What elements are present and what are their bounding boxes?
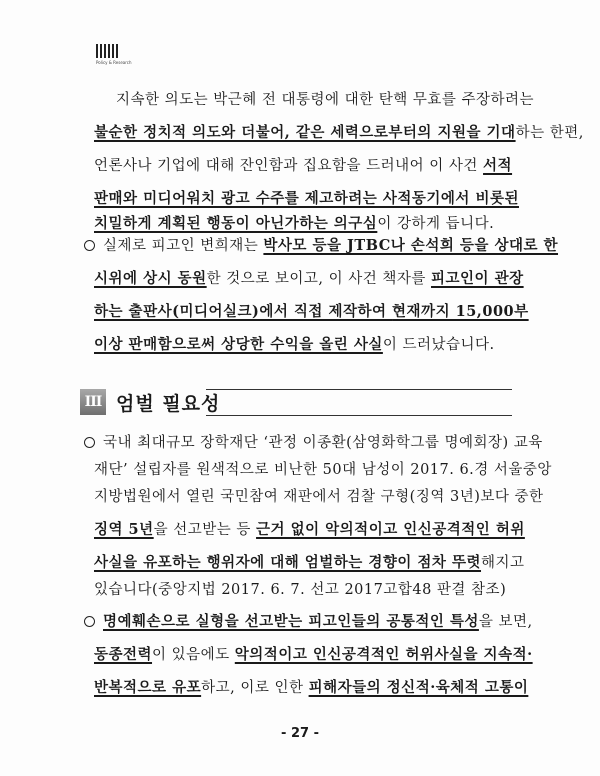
para2-line1: 실제로 피고인 변희재는 박사모 등을 JTBC나 손석희 등을 상대로 한 [103,237,559,254]
logo-bars-icon [96,44,126,58]
section-heading [80,385,512,421]
para3-line2: 재단’ 설립자를 원색적으로 비난한 50대 남성이 2017. 6.경 서울중앙 [94,462,552,478]
para1-line2: 불순한 정치적 의도와 더불어, 같은 세력으로부터의 지원을 기대하는 한편, [94,124,584,141]
section-number: III [80,389,106,415]
organization-logo [96,44,132,70]
section-rule-bottom [206,415,512,416]
bullet-circle-icon [84,437,95,448]
para2-line2: 시위에 상시 동원한 것으로 보이고, 이 사건 책자를 피고인이 관장 [94,270,524,287]
page-number: - 27 - [281,726,319,741]
logo-caption: Policy & Research [96,60,132,65]
para3-line6: 있습니다(중앙지법 2017. 6. 7. 선고 2017고합48 판결 참조) [94,582,507,598]
para2-line4: 이상 판매함으로써 상당한 수익을 올린 사실이 드러났습니다. [94,336,495,353]
para1-line5: 치밀하게 계획된 행동이 아닌가하는 의구심이 강하게 듭니다. [94,215,495,232]
para3-line3: 지방법원에서 열린 국민참여 재판에서 검찰 구형(징역 3년)보다 중한 [94,489,544,505]
bullet-circle-icon [84,240,95,251]
section-title: 엄벌 필요성 [116,393,221,415]
para1-line3: 언론사나 기업에 대해 잔인함과 집요함을 드러내어 이 사건 서적 [94,157,513,174]
para3-line5: 사실을 유포하는 행위자에 대해 엄벌하는 경향이 점차 뚜렷해지고 [94,554,525,571]
bullet-circle-icon [84,616,95,627]
para3-line4: 징역 5년을 선고받는 등 근거 없이 악의적이고 인신공격적인 허위 [94,521,525,538]
para3-line1: 국내 최대규모 장학재단 ‘관정 이종환(삼영화학그룹 명예회장) 교육 [103,435,543,451]
para1-line4: 판매와 미디어워치 광고 수주를 제고하려는 사적동기에서 비롯된 [94,190,519,207]
para4-line3: 반복적으로 유포하고, 이로 인한 피해자들의 정신적·육체적 고통이 [94,679,529,696]
section-rule-top [206,389,512,390]
para4-line1: 명예훼손으로 실형을 선고받는 피고인들의 공통적인 특성을 보면, [103,613,533,630]
para4-line2: 동종전력이 있음에도 악의적이고 인신공격적인 허위사실을 지속적· [94,646,533,663]
para1-line1: 지속한 의도는 박근혜 전 대통령에 대한 탄핵 무효를 주장하려는 [116,92,535,108]
para2-line3: 하는 출판사(미디어실크)에서 직접 제작하여 현재까지 15,000부 [94,303,529,320]
